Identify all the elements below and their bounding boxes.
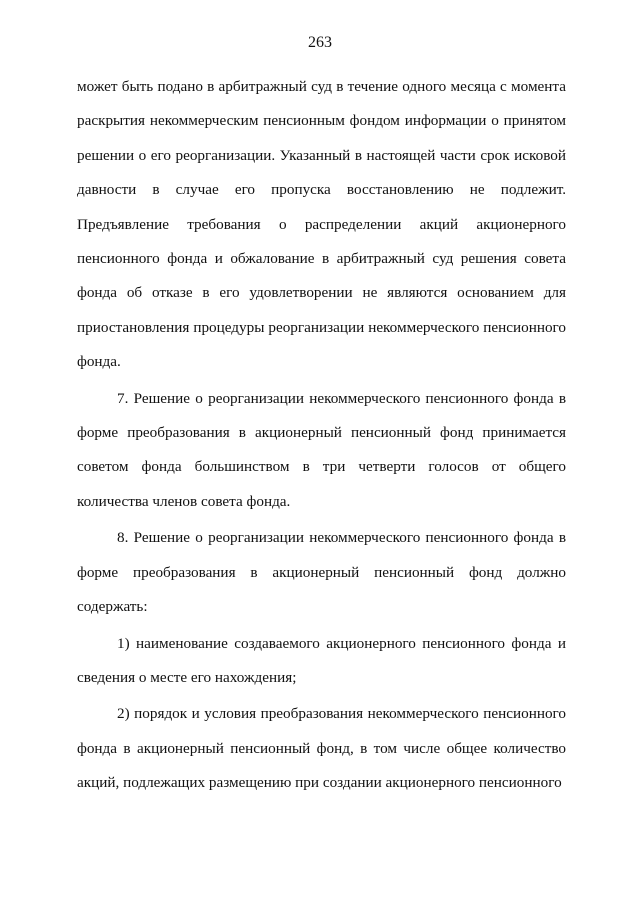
paragraph-clause-8: 8. Решение о реорганизации некоммерческого пенсионного фонда в форме преобразования в акционерный пенсионный фонд должно содержать: xyxy=(77,529,566,616)
paragraph-continuation: может быть подано в арбитражный суд в течение одного месяца с момента раскрытия некоммерческим пенсионным фондом информации о принятом решении о его реорганизации. Указанный в настоящей части срок исковой давности в случае его пропуска восстановлению не подлежит. Предъявление требования о распределении акций акционерного пенсионного фонда и обжалование в арбитражный суд решения совета фонда об отказе в его удовлетворении не являются основанием для приостановления процедуры реорганизации некоммерческого пенсионного фонда. xyxy=(77,78,566,371)
paragraph-item-1: 1) наименование создаваемого акционерного пенсионного фонда и сведения о месте его нахождения; xyxy=(77,634,566,686)
page-number: 263 xyxy=(308,34,332,51)
paragraph-item-2: 2) порядок и условия преобразования некоммерческого пенсионного фонда в акционерный пенсионный фонд, в том числе общее количество акций, подлежащих размещению при создании акционерного пенсионного xyxy=(77,705,566,792)
document-body xyxy=(77,70,566,801)
paragraph-clause-7: 7. Решение о реорганизации некоммерческого пенсионного фонда в форме преобразования в акционерный пенсионный фонд принимается советом фонда большинством в три четверти голосов от общего количества членов совета фонда. xyxy=(77,389,566,510)
